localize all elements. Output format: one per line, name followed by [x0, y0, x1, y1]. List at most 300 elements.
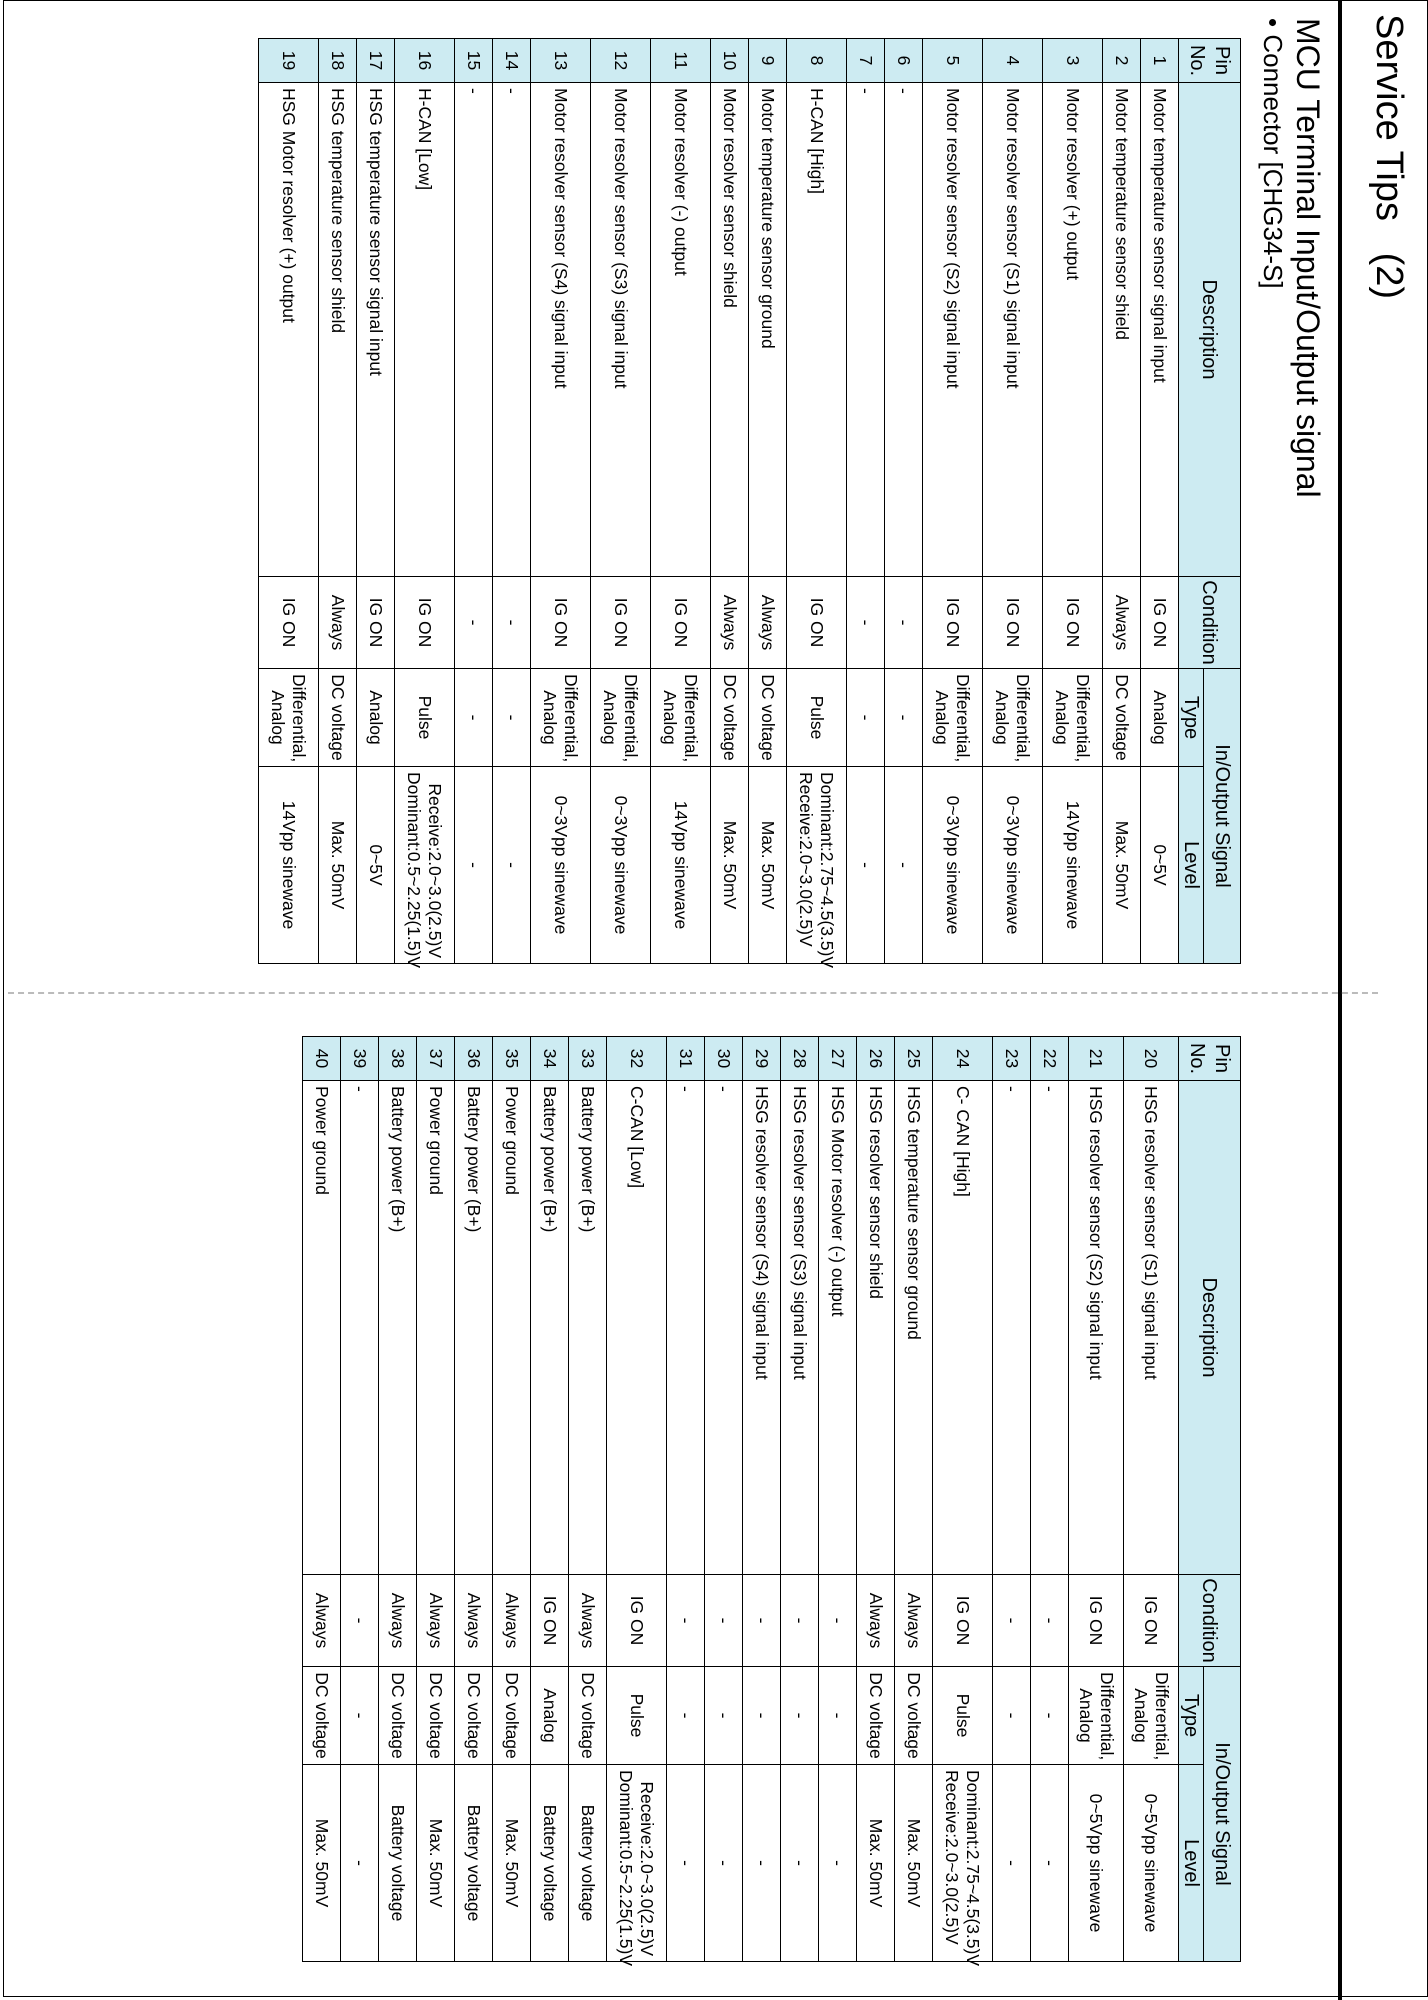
signal-type: [650, 669, 710, 767]
signal-level-line: 0~5Vpp sinewave: [1086, 1793, 1107, 1933]
pin-description: -: [846, 83, 884, 577]
pin-description: C- CAN [High]: [932, 1081, 992, 1575]
pin-condition: -: [454, 577, 492, 669]
pin-number: 10: [710, 39, 748, 83]
signal-type-line: -: [789, 1712, 810, 1719]
pin-description: Motor temperature sensor signal input: [1140, 83, 1178, 577]
signal-level-line: Max. 50mV: [757, 820, 778, 910]
pin-number: 40: [302, 1037, 340, 1081]
signal-type: [568, 1667, 606, 1765]
signal-level: [1042, 767, 1102, 964]
pin-description: Motor temperature sensor ground: [748, 83, 786, 577]
pin-description: HSG resolver sensor shield: [856, 1081, 894, 1575]
table-row: [786, 39, 846, 964]
signal-level-line: 0~3Vpp sinewave: [1002, 795, 1023, 935]
pin-description: HSG Motor resolver (+) output: [258, 83, 318, 577]
signal-type-line: -: [855, 714, 876, 721]
table-row: [378, 1037, 416, 1962]
pin-description: Motor resolver sensor shield: [710, 83, 748, 577]
signal-type: [1042, 669, 1102, 767]
signal-level: [378, 1765, 416, 1962]
signal-level-line: Dominant:2.75~4.5(3.5)V: [963, 1770, 984, 1967]
signal-type-line: DC voltage: [463, 1672, 484, 1759]
signal-level: [356, 767, 394, 964]
signal-type-line: -: [675, 1712, 696, 1719]
pin-condition: -: [1030, 1575, 1068, 1667]
pin-condition: Always: [710, 577, 748, 669]
signal-level-line: Max. 50mV: [501, 1818, 522, 1908]
signal-level-line: -: [501, 862, 522, 868]
pin-description: HSG temperature sensor shield: [318, 83, 356, 577]
pin-description: Battery power (B+): [378, 1081, 416, 1575]
table-row: [666, 1037, 704, 1962]
connector-label: • Connector [CHG34-S]: [1258, 18, 1288, 289]
signal-level-line: -: [463, 862, 484, 868]
table-row: [780, 1037, 818, 1962]
pin-description: Power ground: [416, 1081, 454, 1575]
signal-type: [846, 669, 884, 767]
pin-number: 31: [666, 1037, 704, 1081]
table-row: [1068, 1037, 1123, 1962]
header-condition: Condition: [1178, 1575, 1240, 1667]
table-row: [818, 1037, 856, 1962]
signal-level: [884, 767, 922, 964]
signal-type-line: -: [463, 714, 484, 721]
pin-number: 35: [492, 1037, 530, 1081]
signal-level-line: 14Vpp sinewave: [670, 800, 691, 930]
signal-level-line: Battery voltage: [387, 1804, 408, 1922]
signal-type-line: -: [501, 714, 522, 721]
signal-type: [932, 1667, 992, 1765]
pin-condition: Always: [856, 1575, 894, 1667]
signal-level-line: -: [713, 1860, 734, 1866]
pin-condition: -: [666, 1575, 704, 1667]
table-row: [1030, 1037, 1068, 1962]
signal-type: [318, 669, 356, 767]
signal-type: [748, 669, 786, 767]
signal-level: [748, 767, 786, 964]
pin-condition: IG ON: [606, 1575, 666, 1667]
signal-type-line: -: [751, 1712, 772, 1719]
signal-type-line: Analog: [539, 1688, 560, 1743]
signal-level-line: Dominant:0.5~2.25(1.5)V: [616, 1770, 637, 1967]
signal-type-line: Analog: [540, 690, 561, 745]
signal-type-line: DC voltage: [311, 1672, 332, 1759]
signal-type: [356, 669, 394, 767]
signal-type: [530, 1667, 568, 1765]
signal-type: [742, 1667, 780, 1765]
signal-type: [590, 669, 650, 767]
pin-condition: -: [340, 1575, 378, 1667]
signal-type: [492, 669, 530, 767]
section-heading: MCU Terminal Input/Output signal: [1290, 18, 1326, 498]
page-divider: [8, 992, 1378, 994]
header-level: Level: [1178, 767, 1203, 964]
pin-description: Motor temperature sensor shield: [1102, 83, 1140, 577]
signal-level: [922, 767, 982, 964]
pin-number: 30: [704, 1037, 742, 1081]
signal-type-line: Pulse: [414, 695, 435, 740]
title-bar: [1338, 0, 1428, 2000]
signal-type: [982, 669, 1042, 767]
table-row: [922, 39, 982, 964]
signal-type: [704, 1667, 742, 1765]
signal-level-line: Max. 50mV: [903, 1818, 924, 1908]
signal-level: [258, 767, 318, 964]
signal-type-line: Differential,: [953, 674, 974, 763]
pin-table-right: [302, 1036, 1241, 1967]
pin-condition: IG ON: [530, 1575, 568, 1667]
table-row: [932, 1037, 992, 1962]
pin-description: HSG resolver sensor (S3) signal input: [780, 1081, 818, 1575]
table-row: [704, 1037, 742, 1962]
signal-level-line: Max. 50mV: [311, 1818, 332, 1908]
pin-description: -: [704, 1081, 742, 1575]
signal-type: [258, 669, 318, 767]
pin-number: 19: [258, 39, 318, 83]
signal-level-line: -: [751, 1860, 772, 1866]
pin-description: -: [884, 83, 922, 577]
pin-condition: -: [846, 577, 884, 669]
pin-condition: IG ON: [650, 577, 710, 669]
pin-number: 24: [932, 1037, 992, 1081]
signal-type-line: Pulse: [626, 1693, 647, 1738]
table-row: [492, 39, 530, 964]
pin-description: Battery power (B+): [530, 1081, 568, 1575]
signal-level-line: 0~3Vpp sinewave: [550, 795, 571, 935]
signal-type-line: -: [713, 1712, 734, 1719]
signal-type-line: Analog: [1075, 1688, 1096, 1743]
signal-type: [780, 1667, 818, 1765]
pin-condition: IG ON: [1042, 577, 1102, 669]
pin-condition: IG ON: [258, 577, 318, 669]
signal-level-line: Max. 50mV: [1111, 820, 1132, 910]
pin-condition: Always: [454, 1575, 492, 1667]
signal-type: [1123, 1667, 1178, 1765]
pin-description: -: [1030, 1081, 1068, 1575]
signal-type-line: DC voltage: [719, 674, 740, 761]
signal-type-line: Differential,: [681, 674, 702, 763]
signal-type: [1140, 669, 1178, 767]
signal-type-line: DC voltage: [757, 674, 778, 761]
signal-level: [856, 1765, 894, 1962]
signal-type: [394, 669, 454, 767]
pin-number: 14: [492, 39, 530, 83]
header-description: Description: [1178, 83, 1240, 577]
table-row: [454, 39, 492, 964]
signal-level-line: Dominant:2.75~4.5(3.5)V: [817, 772, 838, 969]
table-row: [394, 39, 454, 964]
signal-type: [894, 1667, 932, 1765]
signal-type: [340, 1667, 378, 1765]
table-row: [856, 1037, 894, 1962]
signal-level: [340, 1765, 378, 1962]
pin-condition: IG ON: [786, 577, 846, 669]
signal-type-line: Differential,: [621, 674, 642, 763]
signal-level: [710, 767, 748, 964]
pin-condition: Always: [894, 1575, 932, 1667]
signal-level: [666, 1765, 704, 1962]
signal-level: [454, 1765, 492, 1962]
signal-type-line: Analog: [1130, 1688, 1151, 1743]
pin-number: 13: [530, 39, 590, 83]
signal-type: [922, 669, 982, 767]
pin-description: Battery power (B+): [568, 1081, 606, 1575]
pin-number: 7: [846, 39, 884, 83]
pin-condition: -: [818, 1575, 856, 1667]
pin-number: 27: [818, 1037, 856, 1081]
pin-condition: -: [780, 1575, 818, 1667]
pin-condition: IG ON: [530, 577, 590, 669]
pin-number: 34: [530, 1037, 568, 1081]
signal-level-line: Max. 50mV: [327, 820, 348, 910]
signal-type: [606, 1667, 666, 1765]
pin-condition: IG ON: [922, 577, 982, 669]
table-row: [1123, 1037, 1178, 1962]
pin-condition: IG ON: [1068, 1575, 1123, 1667]
table-row: [530, 39, 590, 964]
header-pin-no: Pin No.: [1178, 1037, 1240, 1081]
signal-type-line: Analog: [365, 690, 386, 745]
signal-level: [590, 767, 650, 964]
signal-type: [884, 669, 922, 767]
header-signal-group: In/Output Signal: [1204, 1667, 1241, 1962]
page-title: Service Tips (2): [1368, 14, 1410, 300]
signal-type-line: Differential,: [561, 674, 582, 763]
pin-condition: IG ON: [356, 577, 394, 669]
pin-description: HSG Motor resolver (-) output: [818, 1081, 856, 1575]
header-condition: Condition: [1178, 577, 1240, 669]
signal-level-line: Max. 50mV: [865, 1818, 886, 1908]
table-row: [492, 1037, 530, 1962]
signal-type-line: DC voltage: [425, 1672, 446, 1759]
pin-description: HSG resolver sensor (S2) signal input: [1068, 1081, 1123, 1575]
pin-condition: IG ON: [982, 577, 1042, 669]
pin-number: 11: [650, 39, 710, 83]
signal-level-line: -: [893, 862, 914, 868]
pin-description: -: [992, 1081, 1030, 1575]
signal-level-line: Receive:2.0~3.0(2.5)V: [942, 1770, 963, 1945]
table-row: [302, 1037, 340, 1962]
pin-description: Motor resolver sensor (S3) signal input: [590, 83, 650, 577]
table-row: [748, 39, 786, 964]
signal-type-line: -: [893, 714, 914, 721]
pin-number: 16: [394, 39, 454, 83]
pin-condition: Always: [748, 577, 786, 669]
table-row: [1042, 39, 1102, 964]
pin-number: 33: [568, 1037, 606, 1081]
table-row: [530, 1037, 568, 1962]
signal-level-line: -: [1039, 1860, 1060, 1866]
pin-description: -: [666, 1081, 704, 1575]
signal-level: [302, 1765, 340, 1962]
signal-level: [982, 767, 1042, 964]
signal-level: [932, 1765, 992, 1967]
pin-condition: IG ON: [394, 577, 454, 669]
signal-level-line: 14Vpp sinewave: [1062, 800, 1083, 930]
signal-type: [1068, 1667, 1123, 1765]
signal-type-line: Pulse: [952, 1693, 973, 1738]
signal-level-line: Dominant:0.5~2.25(1.5)V: [404, 772, 425, 969]
pin-number: 39: [340, 1037, 378, 1081]
pin-description: Power ground: [302, 1081, 340, 1575]
signal-level-line: 0~5V: [1149, 844, 1170, 886]
pin-number: 29: [742, 1037, 780, 1081]
table-row: [454, 1037, 492, 1962]
pin-description: Battery power (B+): [454, 1081, 492, 1575]
pin-condition: -: [492, 577, 530, 669]
signal-level-line: Battery voltage: [463, 1804, 484, 1922]
signal-type-line: -: [349, 1712, 370, 1719]
signal-level: [1068, 1765, 1123, 1962]
signal-level: [1140, 767, 1178, 964]
signal-type: [1030, 1667, 1068, 1765]
pin-description: HSG temperature sensor ground: [894, 1081, 932, 1575]
signal-level: [992, 1765, 1030, 1962]
pin-description: Power ground: [492, 1081, 530, 1575]
table-row: [356, 39, 394, 964]
signal-level-line: Max. 50mV: [719, 820, 740, 910]
pin-condition: IG ON: [932, 1575, 992, 1667]
table-row: [846, 39, 884, 964]
signal-type-line: Analog: [1149, 690, 1170, 745]
signal-level: [530, 767, 590, 964]
pin-rows-left: [258, 39, 1178, 969]
signal-type-line: DC voltage: [327, 674, 348, 761]
signal-type: [710, 669, 748, 767]
header-signal-group: In/Output Signal: [1204, 669, 1241, 964]
pin-condition: Always: [378, 1575, 416, 1667]
signal-type-line: Analog: [1052, 690, 1073, 745]
signal-type-line: Differential,: [289, 674, 310, 763]
pin-number: 28: [780, 1037, 818, 1081]
signal-level-line: Receive:2.0~3.0(2.5)V: [796, 772, 817, 947]
signal-level-line: 0~3Vpp sinewave: [942, 795, 963, 935]
signal-level: [1123, 1765, 1178, 1962]
table-row: [1140, 39, 1178, 964]
pin-description: -: [340, 1081, 378, 1575]
pin-condition: -: [704, 1575, 742, 1667]
signal-type-line: DC voltage: [1111, 674, 1132, 761]
signal-type-line: Differential,: [1013, 674, 1034, 763]
signal-type-line: -: [827, 1712, 848, 1719]
pin-description: HSG resolver sensor (S4) signal input: [742, 1081, 780, 1575]
signal-level-line: -: [1001, 1860, 1022, 1866]
signal-type-line: Differential,: [1151, 1672, 1172, 1761]
pin-number: 20: [1123, 1037, 1178, 1081]
pin-description: Motor resolver (-) output: [650, 83, 710, 577]
signal-level-line: Max. 50mV: [425, 1818, 446, 1908]
signal-type: [666, 1667, 704, 1765]
signal-level: [894, 1765, 932, 1962]
pin-number: 2: [1102, 39, 1140, 83]
signal-type: [992, 1667, 1030, 1765]
pin-description: Motor resolver sensor (S4) signal input: [530, 83, 590, 577]
pin-number: 9: [748, 39, 786, 83]
signal-level: [530, 1765, 568, 1962]
pin-condition: -: [992, 1575, 1030, 1667]
pin-condition: Always: [1102, 577, 1140, 669]
signal-level-line: -: [675, 1860, 696, 1866]
pin-number: 17: [356, 39, 394, 83]
header-pin-no: Pin No.: [1178, 39, 1240, 83]
signal-level: [568, 1765, 606, 1962]
pin-description: H-CAN [Low]: [394, 83, 454, 577]
pin-condition: IG ON: [1123, 1575, 1178, 1667]
signal-type-line: DC voltage: [387, 1672, 408, 1759]
header-level: Level: [1178, 1765, 1203, 1962]
pin-number: 38: [378, 1037, 416, 1081]
signal-level-line: Receive:2.0~3.0(2.5)V: [425, 783, 446, 958]
signal-level: [846, 767, 884, 964]
pin-condition: -: [742, 1575, 780, 1667]
pin-description: C-CAN [Low]: [606, 1081, 666, 1575]
signal-level: [606, 1765, 666, 1967]
signal-type: [1102, 669, 1140, 767]
pin-number: 23: [992, 1037, 1030, 1081]
signal-type-line: Differential,: [1073, 674, 1094, 763]
table-row: [894, 1037, 932, 1962]
table-row: [340, 1037, 378, 1962]
pin-number: 36: [454, 1037, 492, 1081]
table-row: [992, 1037, 1030, 1962]
pin-condition: Always: [568, 1575, 606, 1667]
signal-type-line: DC voltage: [577, 1672, 598, 1759]
header-description: Description: [1178, 1081, 1240, 1575]
signal-type-line: Analog: [932, 690, 953, 745]
pin-number: 15: [454, 39, 492, 83]
signal-type: [454, 1667, 492, 1765]
signal-type: [818, 1667, 856, 1765]
signal-type-line: Pulse: [806, 695, 827, 740]
signal-type-line: Analog: [268, 690, 289, 745]
signal-level-line: 0~3Vpp sinewave: [610, 795, 631, 935]
pin-condition: IG ON: [590, 577, 650, 669]
signal-level: [818, 1765, 856, 1962]
signal-level: [650, 767, 710, 964]
signal-level-line: 0~5V: [365, 844, 386, 886]
pin-description: H-CAN [High]: [786, 83, 846, 577]
pin-condition: Always: [492, 1575, 530, 1667]
signal-type-line: -: [1001, 1712, 1022, 1719]
signal-type: [492, 1667, 530, 1765]
signal-level-line: -: [789, 1860, 810, 1866]
pin-description: -: [454, 83, 492, 577]
pin-description: Motor resolver sensor (S1) signal input: [982, 83, 1042, 577]
table-row: [710, 39, 748, 964]
pin-condition: Always: [318, 577, 356, 669]
pin-description: Motor resolver (+) output: [1042, 83, 1102, 577]
table-row: [742, 1037, 780, 1962]
signal-level: [1102, 767, 1140, 964]
signal-type: [416, 1667, 454, 1765]
pin-number: 1: [1140, 39, 1178, 83]
table-row: [590, 39, 650, 964]
signal-level: [780, 1765, 818, 1962]
pin-description: HSG resolver sensor (S1) signal input: [1123, 1081, 1178, 1575]
pin-table-left: [258, 38, 1241, 969]
signal-type-line: -: [1039, 1712, 1060, 1719]
signal-level-line: 0~5Vpp sinewave: [1141, 1793, 1162, 1933]
signal-level: [704, 1765, 742, 1962]
pin-number: 4: [982, 39, 1042, 83]
table-row: [606, 1037, 666, 1962]
pin-number: 32: [606, 1037, 666, 1081]
pin-condition: Always: [416, 1575, 454, 1667]
pin-number: 8: [786, 39, 846, 83]
pin-number: 18: [318, 39, 356, 83]
pin-number: 26: [856, 1037, 894, 1081]
